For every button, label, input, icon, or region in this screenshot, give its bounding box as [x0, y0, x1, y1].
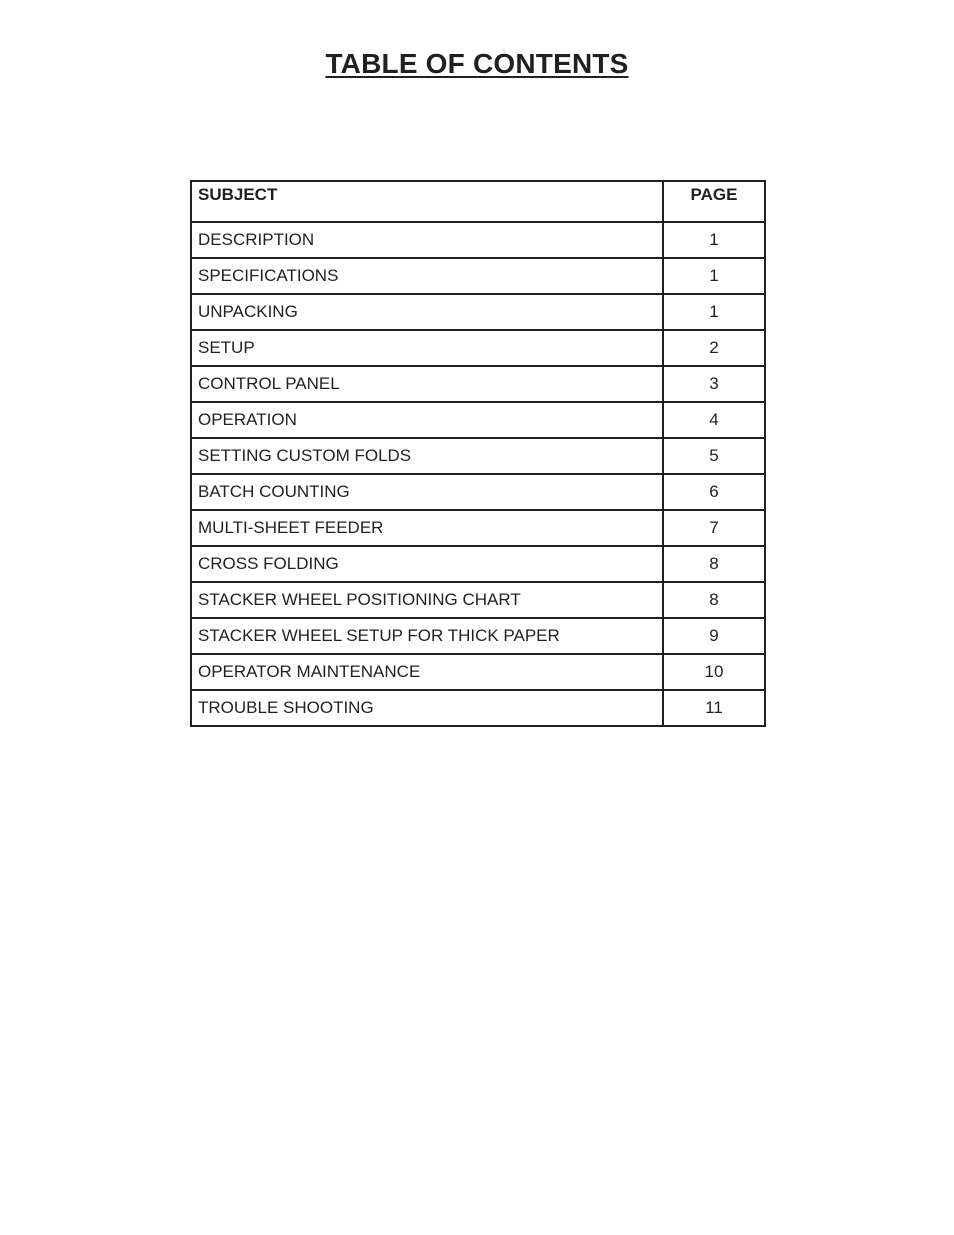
- subject-cell: SETUP: [191, 330, 663, 366]
- page-number-cell: 11: [663, 690, 765, 726]
- page-number-cell: 10: [663, 654, 765, 690]
- table-row: [191, 330, 765, 366]
- table-row: [191, 366, 765, 402]
- table-row: [191, 582, 765, 618]
- table-row: [191, 546, 765, 582]
- page-number-cell: 7: [663, 510, 765, 546]
- page-title: TABLE OF CONTENTS: [325, 48, 629, 79]
- subject-column-header: SUBJECT: [191, 181, 663, 222]
- page-number-cell: 8: [663, 582, 765, 618]
- subject-cell: DESCRIPTION: [191, 222, 663, 258]
- page-column-header: PAGE: [663, 181, 765, 222]
- table-row: [191, 294, 765, 330]
- page-number-cell: 6: [663, 474, 765, 510]
- page-number-cell: 1: [663, 294, 765, 330]
- table-row: [191, 474, 765, 510]
- subject-cell: CROSS FOLDING: [191, 546, 663, 582]
- subject-cell: SETTING CUSTOM FOLDS: [191, 438, 663, 474]
- page-number-cell: 3: [663, 366, 765, 402]
- table-row: [191, 510, 765, 546]
- subject-cell: MULTI-SHEET FEEDER: [191, 510, 663, 546]
- table-row: [191, 402, 765, 438]
- table-row: [191, 690, 765, 726]
- table-header-row: [191, 181, 765, 222]
- table-row: [191, 438, 765, 474]
- subject-cell: OPERATION: [191, 402, 663, 438]
- table-row: [191, 258, 765, 294]
- contents-table: [190, 180, 766, 727]
- table-row: [191, 222, 765, 258]
- subject-cell: OPERATOR MAINTENANCE: [191, 654, 663, 690]
- subject-cell: UNPACKING: [191, 294, 663, 330]
- subject-cell: STACKER WHEEL POSITIONING CHART: [191, 582, 663, 618]
- table-row: [191, 618, 765, 654]
- page-number-cell: 4: [663, 402, 765, 438]
- table-row: [191, 654, 765, 690]
- page-number-cell: 1: [663, 222, 765, 258]
- subject-cell: TROUBLE SHOOTING: [191, 690, 663, 726]
- page-number-cell: 2: [663, 330, 765, 366]
- page-number-cell: 5: [663, 438, 765, 474]
- subject-cell: SPECIFICATIONS: [191, 258, 663, 294]
- subject-cell: STACKER WHEEL SETUP FOR THICK PAPER: [191, 618, 663, 654]
- page-number-cell: 9: [663, 618, 765, 654]
- subject-cell: CONTROL PANEL: [191, 366, 663, 402]
- page-number-cell: 1: [663, 258, 765, 294]
- subject-cell: BATCH COUNTING: [191, 474, 663, 510]
- page-number-cell: 8: [663, 546, 765, 582]
